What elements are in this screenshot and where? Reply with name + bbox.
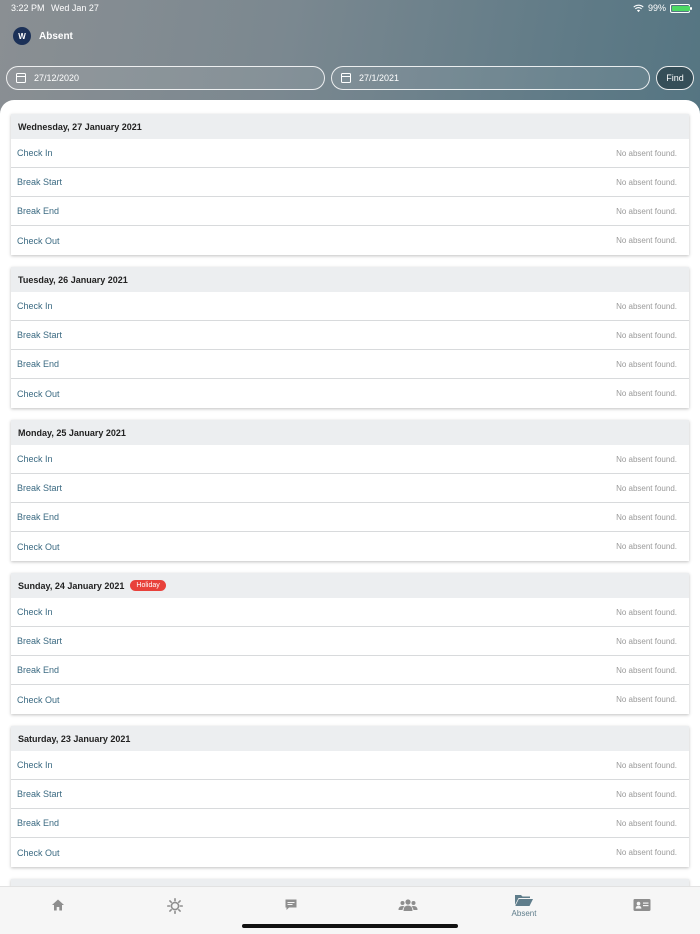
attendance-status: No absent found.: [616, 542, 677, 551]
attendance-type: Check Out: [17, 541, 60, 552]
day-card: [11, 726, 689, 867]
attendance-type: Break Start: [17, 330, 63, 340]
day-header: [11, 573, 689, 598]
day-header: [11, 267, 689, 292]
attendance-row[interactable]: [11, 139, 689, 168]
attendance-type: Break Start: [17, 177, 63, 187]
attendance-row[interactable]: [11, 321, 689, 350]
attendance-row[interactable]: [11, 474, 689, 503]
attendance-status: No absent found.: [616, 789, 677, 799]
attendance-status: No absent found.: [616, 483, 677, 493]
day-card: [11, 114, 689, 255]
day-card: [11, 420, 689, 561]
tab-id-card[interactable]: [612, 893, 672, 923]
attendance-status: No absent found.: [616, 636, 677, 646]
attendance-type: Break End: [17, 512, 60, 522]
home-icon: [51, 898, 65, 912]
tab-sun[interactable]: [145, 893, 205, 923]
attendance-status: No absent found.: [616, 848, 677, 857]
day-header: [11, 420, 689, 445]
day-date: Tuesday, 26 January 2021: [18, 274, 128, 285]
attendance-row[interactable]: [11, 197, 689, 226]
attendance-status: No absent found.: [616, 607, 677, 617]
to-date-input[interactable]: [331, 66, 650, 90]
attendance-row[interactable]: [11, 379, 689, 408]
tab-label: Absent: [511, 909, 537, 918]
battery-icon: [670, 4, 690, 13]
attendance-type: Break End: [17, 359, 60, 369]
attendance-type: Check Out: [17, 694, 60, 705]
attendance-type: Check In: [17, 454, 53, 464]
attendance-row[interactable]: [11, 292, 689, 321]
attendance-type: Check In: [17, 760, 53, 770]
from-date-value: 27/12/2020: [34, 73, 80, 83]
attendance-status: No absent found.: [616, 177, 677, 187]
attendance-row[interactable]: [11, 532, 689, 561]
to-date-value: 27/1/2021: [359, 73, 400, 83]
users-icon: [398, 898, 418, 912]
wifi-icon: [633, 4, 644, 13]
attendance-status: No absent found.: [616, 512, 677, 522]
attendance-row[interactable]: [11, 168, 689, 197]
attendance-type: Break End: [17, 665, 60, 675]
folder-open-icon: [514, 893, 534, 907]
attendance-type: Break End: [17, 206, 60, 216]
home-indicator: [242, 924, 458, 928]
status-bar: [0, 3, 700, 17]
attendance-row[interactable]: [11, 226, 689, 255]
attendance-row[interactable]: [11, 751, 689, 780]
attendance-status: No absent found.: [616, 760, 677, 770]
page-title: Absent: [39, 30, 73, 42]
attendance-status: No absent found.: [616, 389, 677, 398]
day-date: Sunday, 24 January 2021: [18, 580, 125, 591]
attendance-row[interactable]: [11, 350, 689, 379]
calendar-icon: [16, 73, 26, 83]
message-icon: [284, 898, 298, 912]
attendance-row[interactable]: [11, 838, 689, 867]
attendance-type: Check Out: [17, 388, 60, 399]
absence-list[interactable]: [0, 100, 700, 886]
tab-home[interactable]: [28, 893, 88, 923]
attendance-type: Check In: [17, 301, 53, 311]
sun-icon: [167, 898, 183, 914]
attendance-type: Break Start: [17, 789, 63, 799]
date-filter-bar: [6, 66, 694, 90]
attendance-row[interactable]: [11, 445, 689, 474]
app-logo[interactable]: W: [13, 27, 31, 45]
attendance-row[interactable]: [11, 685, 689, 714]
attendance-type: Break Start: [17, 636, 63, 646]
attendance-status: No absent found.: [616, 818, 677, 828]
attendance-type: Break End: [17, 818, 60, 828]
day-header: [11, 726, 689, 751]
attendance-status: No absent found.: [616, 236, 677, 245]
attendance-type: Break Start: [17, 483, 63, 493]
tab-folder-open[interactable]: [494, 893, 554, 923]
tab-message[interactable]: [261, 893, 321, 923]
attendance-type: Check In: [17, 607, 53, 617]
app-header: [0, 0, 700, 115]
app-bar: [13, 27, 73, 45]
attendance-status: No absent found.: [616, 330, 677, 340]
status-time: 3:22 PM: [11, 3, 45, 13]
attendance-row[interactable]: [11, 503, 689, 532]
id-card-icon: [633, 898, 651, 912]
attendance-row[interactable]: [11, 627, 689, 656]
attendance-row[interactable]: [11, 809, 689, 838]
attendance-status: No absent found.: [616, 359, 677, 369]
attendance-status: No absent found.: [616, 206, 677, 216]
attendance-status: No absent found.: [616, 301, 677, 311]
day-card: [11, 573, 689, 714]
status-indicators: [633, 3, 690, 13]
battery-percent: 99%: [647, 3, 666, 13]
attendance-row[interactable]: [11, 780, 689, 809]
attendance-status: No absent found.: [616, 454, 677, 464]
status-date: Wed Jan 27: [51, 3, 99, 13]
day-date: Monday, 25 January 2021: [18, 427, 126, 438]
tab-users[interactable]: [378, 893, 438, 923]
attendance-status: No absent found.: [616, 695, 677, 704]
from-date-input[interactable]: [6, 66, 325, 90]
attendance-type: Check Out: [17, 847, 60, 858]
attendance-status: No absent found.: [616, 148, 677, 158]
attendance-row[interactable]: [11, 598, 689, 627]
calendar-icon: [341, 73, 351, 83]
day-card: [11, 267, 689, 408]
attendance-type: Check In: [17, 148, 53, 158]
day-date: Wednesday, 27 January 2021: [18, 121, 142, 132]
day-header: [11, 114, 689, 139]
attendance-status: No absent found.: [616, 665, 677, 675]
day-date: Saturday, 23 January 2021: [18, 733, 131, 744]
attendance-type: Check Out: [17, 235, 60, 246]
holiday-badge: Holiday: [130, 580, 165, 591]
attendance-row[interactable]: [11, 656, 689, 685]
find-button[interactable]: Find: [656, 66, 694, 90]
battery-level: [672, 6, 690, 11]
